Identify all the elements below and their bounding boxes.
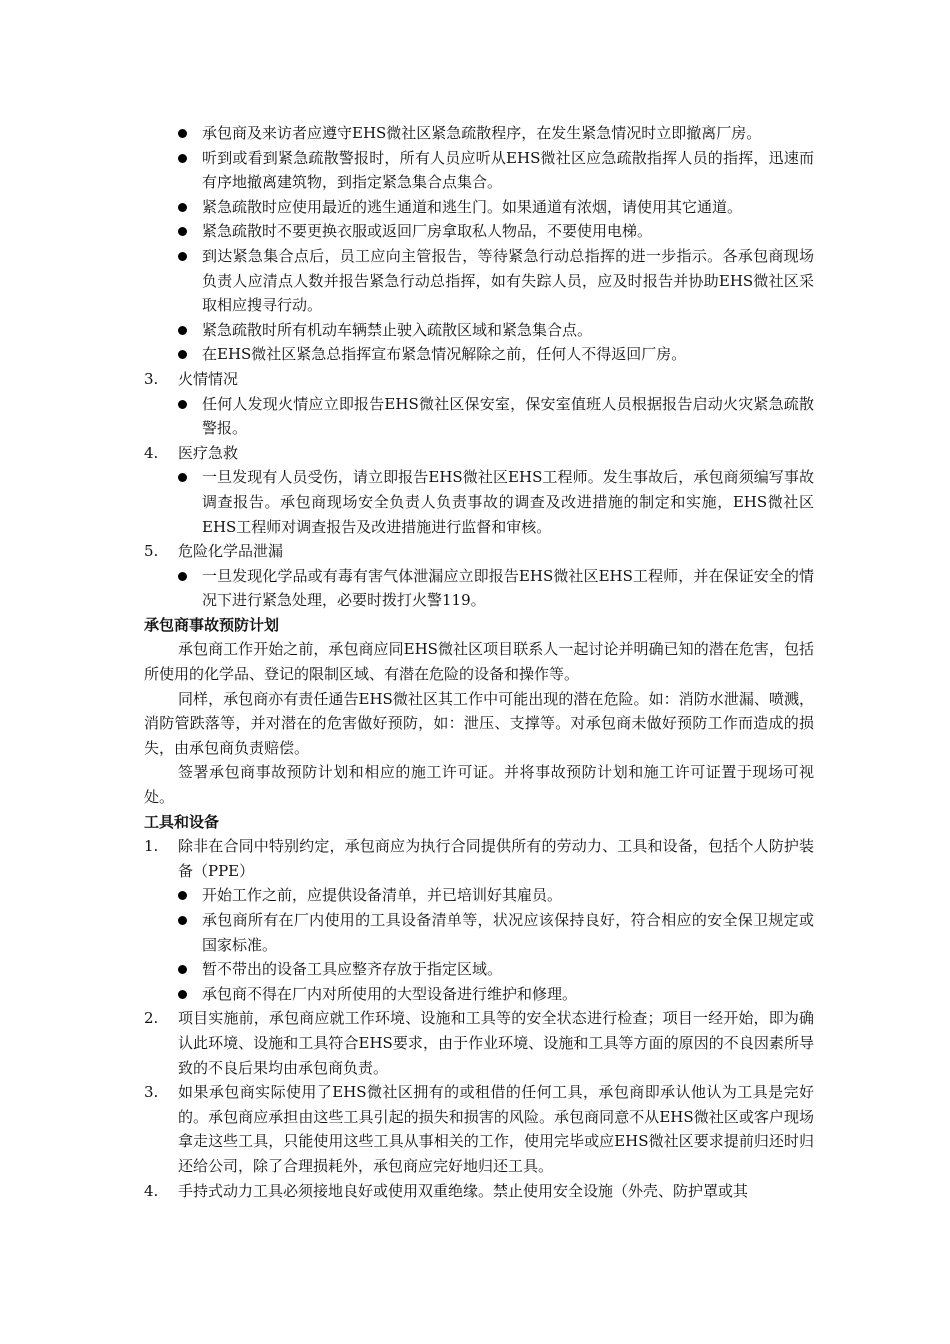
bullet-item <box>144 244 814 318</box>
bullet-item <box>144 121 814 146</box>
paragraph: 同样，承包商亦有责任通告EHS微社区其工作中可能出现的潜在危险。如：消防水泄漏、喷溅，消防管跌落等，并对潜在的危害做好预防，如：泄压、支撑等。对承包商未做好预防工作而造成的损失，由承包商负责赔偿。 <box>144 689 814 757</box>
item-number: 3. <box>144 1083 159 1102</box>
item-number: 1. <box>144 837 159 856</box>
bullet-icon <box>178 891 187 900</box>
bullet-item <box>144 392 814 441</box>
bullet-icon <box>178 227 187 236</box>
bullet-text: 承包商所有在厂内使用的工具设备清单等，状况应该保持良好，符合相应的安全保卫规定或国家标准。 <box>202 911 814 954</box>
bullet-item <box>144 957 814 982</box>
bullet-icon <box>178 129 187 138</box>
bullet-item <box>144 342 814 367</box>
bullet-icon <box>178 400 187 409</box>
item-text: 危险化学品泄漏 <box>178 542 284 561</box>
bullet-text: 紧急疏散时所有机动车辆禁止驶入疏散区域和紧急集合点。 <box>202 320 593 339</box>
bullet-text: 承包商不得在厂内对所使用的大型设备进行维护和修理。 <box>202 984 578 1003</box>
bullet-icon <box>178 350 187 359</box>
bullet-item <box>144 146 814 195</box>
item-text: 医疗急救 <box>178 443 239 462</box>
numbered-item <box>144 1179 814 1204</box>
bullet-icon <box>178 326 187 335</box>
bullet-text: 任何人发现火情应立即报告EHS微社区保安室，保安室值班人员根据报告启动火灾紧急疏散警报。 <box>202 394 814 438</box>
bullet-icon <box>178 572 187 581</box>
item-number: 5. <box>144 542 159 561</box>
bullet-icon <box>178 916 187 925</box>
bullet-text: 紧急疏散时不要更换衣服或返回厂房拿取私人物品，不要使用电梯。 <box>202 222 653 241</box>
bullet-item <box>144 465 814 539</box>
item-number: 2. <box>144 1009 159 1028</box>
item-text: 除非在合同中特别约定，承包商应为执行合同提供所有的劳动力、工具和设备，包括个人防护装备（PPE） <box>178 837 814 880</box>
bullet-text: 听到或看到紧急疏散警报时，所有人员应听从EHS微社区应急疏散指挥人员的指挥，迅速而有序地撤离建筑物，到指定紧急集合点集合。 <box>202 148 814 192</box>
bullet-item <box>144 883 814 908</box>
bullet-item <box>144 318 814 343</box>
document-body <box>144 121 814 1203</box>
bullet-text: 在EHS微社区紧急总指挥宣布紧急情况解除之前，任何人不得返回厂房。 <box>202 345 687 364</box>
bullet-icon <box>178 252 187 261</box>
section-heading: 承包商事故预防计划 <box>144 615 280 634</box>
bullet-text: 紧急疏散时应使用最近的逃生通道和逃生门。如果通道有浓烟，请使用其它通道。 <box>202 197 743 216</box>
bullet-item <box>144 908 814 957</box>
bullet-icon <box>178 203 187 212</box>
bullet-item <box>144 564 814 613</box>
paragraph: 签署承包商事故预防计划和相应的施工许可证。并将事故预防计划和施工许可证置于现场可视处。 <box>144 763 814 807</box>
bullet-icon <box>178 154 187 163</box>
item-text: 项目实施前，承包商应就工作环境、设施和工具等的安全状态进行检查；项目一经开始，即为确认此环境、设施和工具符合EHS要求，由于作业环境、设施和工具等方面的原因的不良因素所导致的不良后果均由承包商负责。 <box>178 1009 814 1077</box>
numbered-item <box>144 441 814 466</box>
bullet-text: 一旦发现化学品或有毒有害气体泄漏应立即报告EHS微社区EHS工程师，并在保证安全的情况下进行紧急处理，必要时拨打火警119。 <box>202 566 814 610</box>
item-text: 手持式动力工具必须接地良好或使用双重绝缘。禁止使用安全设施（外壳、防护罩或其 <box>178 1181 749 1200</box>
bullet-icon <box>178 473 187 482</box>
item-text: 如果承包商实际使用了EHS微社区拥有的或租借的任何工具，承包商即承认他认为工具是完好的。承包商应承担由这些工具引起的损失和损害的风险。承包商同意不从EHS微社区或客户现场拿走这些工具，只能使用这些工具从事相关的工作，使用完毕或应EHS微社区要求提前归还时归还给公司，除了合理损耗外，承包商应完好地归还工具。 <box>178 1083 814 1175</box>
numbered-item <box>144 539 814 564</box>
bullet-text: 承包商及来访者应遵守EHS微社区紧急疏散程序，在发生紧急情况时立即撤离厂房。 <box>202 124 762 142</box>
numbered-item <box>144 367 814 392</box>
bullet-text: 开始工作之前，应提供设备清单，并已培训好其雇员。 <box>202 886 563 905</box>
section-heading: 工具和设备 <box>144 812 220 831</box>
paragraph: 承包商工作开始之前，承包商应同EHS微社区项目联系人一起讨论并明确已知的潜在危害，包括所使用的化学品、登记的限制区域、有潜在危险的设备和操作等。 <box>144 640 814 684</box>
bullet-item <box>144 982 814 1007</box>
item-number: 3. <box>144 369 159 388</box>
bullet-text: 暂不带出的设备工具应整齐存放于指定区域。 <box>202 960 503 979</box>
numbered-item <box>144 1080 814 1178</box>
bullet-item <box>144 195 814 220</box>
bullet-item <box>144 219 814 244</box>
bullet-icon <box>178 965 187 974</box>
bullet-icon <box>178 990 187 999</box>
numbered-item <box>144 834 814 883</box>
item-text: 火情情况 <box>178 369 239 388</box>
bullet-text: 一旦发现有人员受伤，请立即报告EHS微社区EHS工程师。发生事故后，承包商须编写事故调查报告。承包商现场安全负责人负责事故的调查及改进措施的制定和实施，EHS微社区EHS工程师对调查报告及改进措施进行监督和审核。 <box>202 468 814 536</box>
item-number: 4. <box>144 443 159 462</box>
numbered-item <box>144 1006 814 1080</box>
item-number: 4. <box>144 1181 159 1200</box>
bullet-text: 到达紧急集合点后，员工应向主管报告，等待紧急行动总指挥的进一步指示。各承包商现场负责人应清点人数并报告紧急行动总指挥，如有失踪人员，应及时报告并协助EHS微社区采取相应搜寻行动。 <box>202 246 814 315</box>
